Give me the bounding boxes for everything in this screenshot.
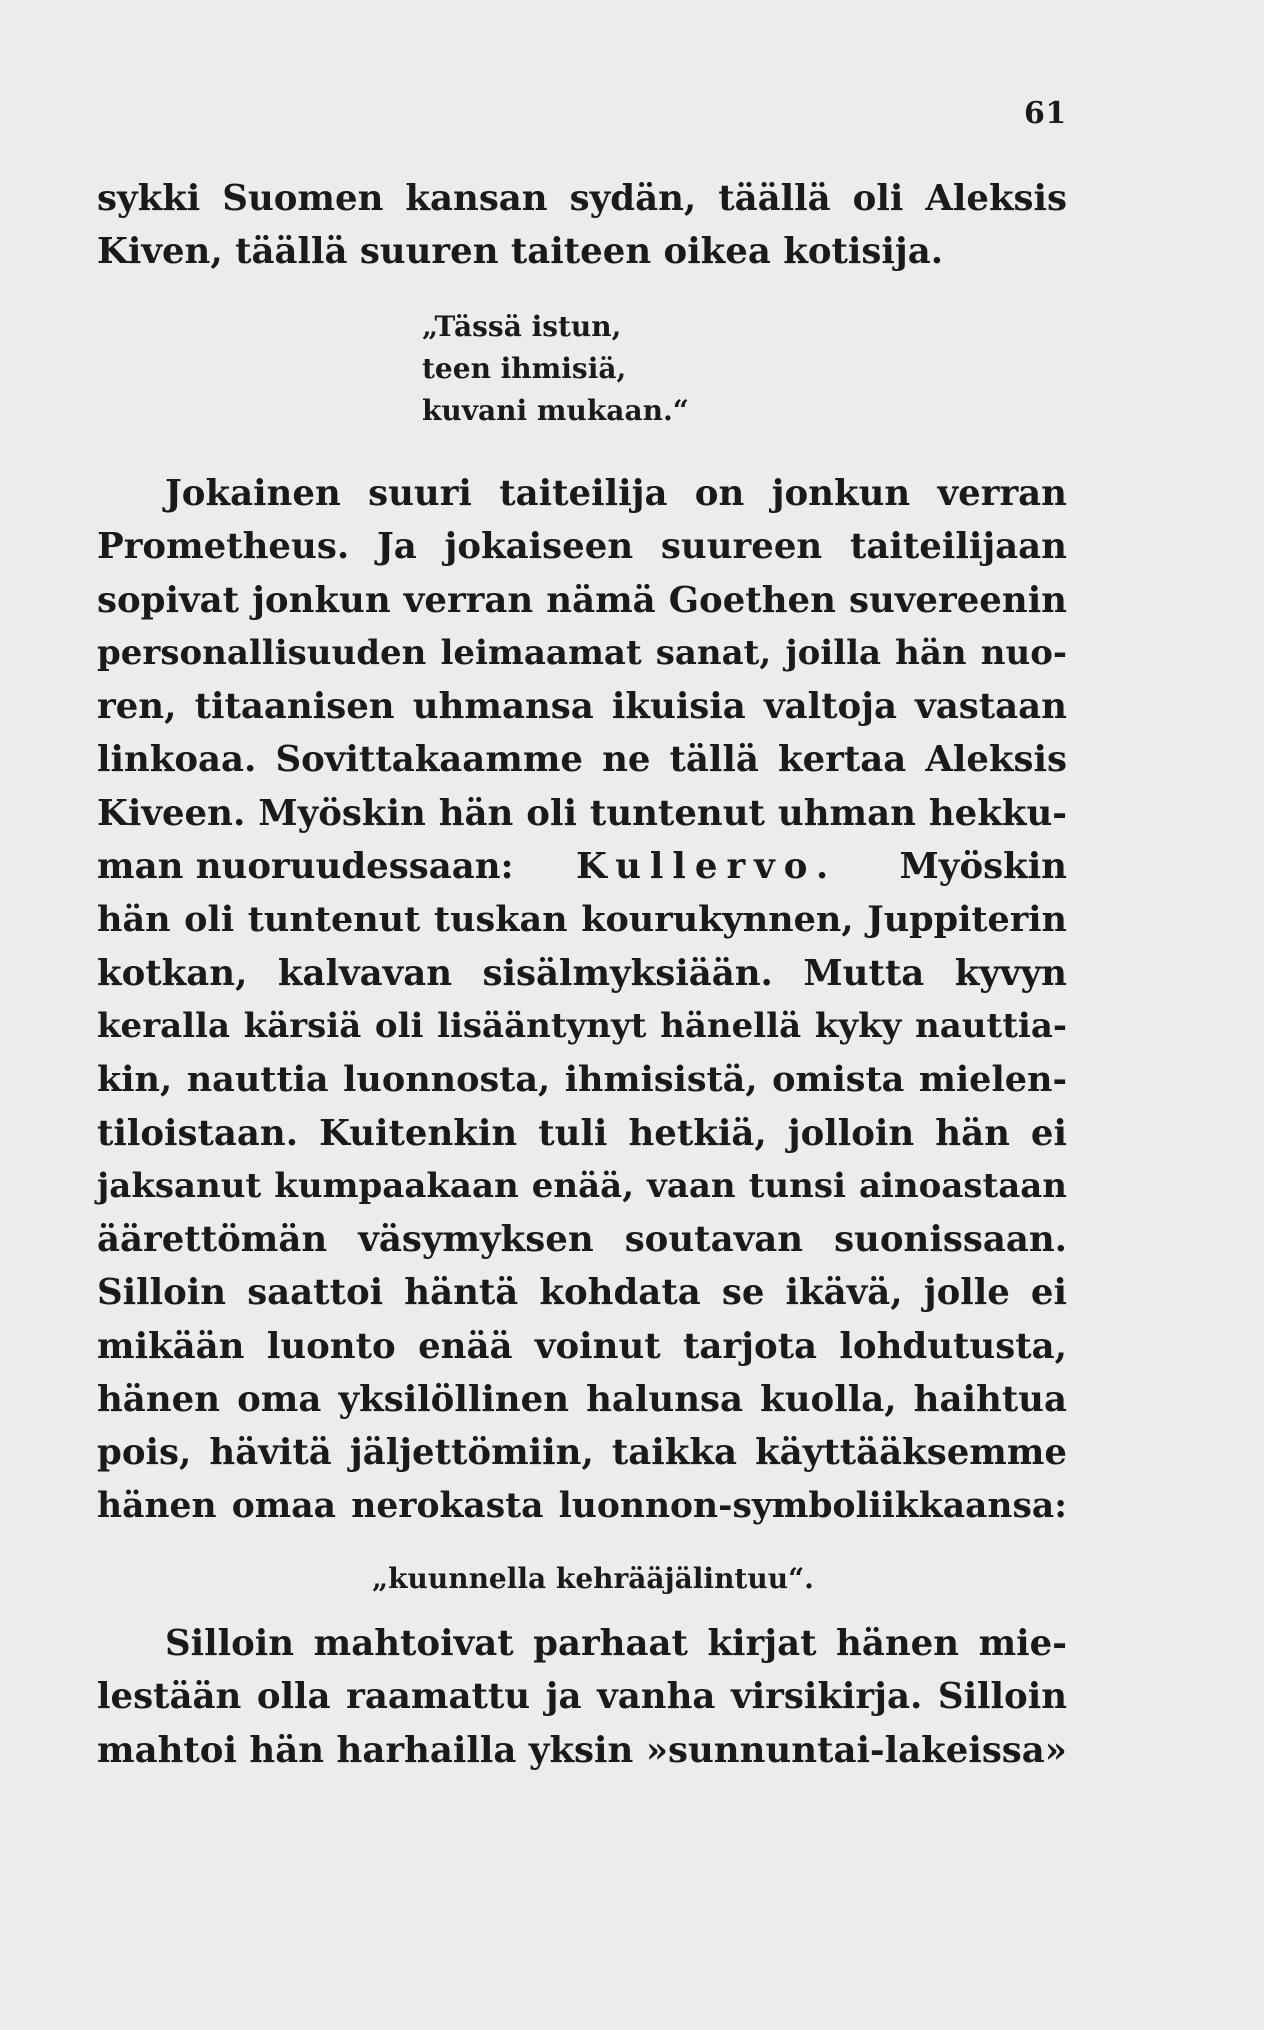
- text-line: sopivat jonkun verran nämä Goethen suvereenin: [97, 579, 1067, 621]
- page-number: 61: [1024, 96, 1067, 131]
- poem-quote: [422, 306, 689, 432]
- text-line: tiloistaan. Kuitenkin tuli hetkiä, jolloin hän ei: [97, 1112, 1067, 1154]
- text-line: Kiveen. Myöskin hän oli tuntenut uhman hekku-: [97, 792, 1067, 834]
- paragraph-closing: [97, 1617, 1067, 1777]
- text-line: mahtoi hän harhailla yksin »sunnuntai-lakeissa»: [97, 1729, 1067, 1771]
- text-line: mikään luonto enää voinut tarjota lohdutusta,: [97, 1325, 1067, 1367]
- poem-line: „Tässä istun,: [422, 310, 622, 343]
- text-fragment: man nuoruudessaan:: [97, 846, 514, 888]
- emphasized-name: Kullervo.: [576, 846, 838, 888]
- text-line: äärettömän väsymyksen soutavan suonissaan.: [97, 1219, 1067, 1261]
- text-line: hänen oma yksilöllinen halunsa kuolla, haihtua: [97, 1379, 1067, 1421]
- text-line: kotkan, kalvavan sisälmyksiään. Mutta kyvyn: [97, 952, 1067, 994]
- text-line: kin, nauttia luonnosta, ihmisistä, omista mielen-: [97, 1059, 1067, 1101]
- bird-quote: „kuunnella kehrääjälintuu“.: [372, 1562, 814, 1595]
- text-line: lestään olla raamattu ja vanha virsikirja. Silloin: [97, 1676, 1067, 1718]
- text-line: linkoaa. Sovittakaamme ne tällä kertaa Aleksis: [97, 739, 1067, 781]
- text-line: hän oli tuntenut tuskan kourukynnen, Juppiterin: [97, 899, 1067, 941]
- paragraph-prometheus: [97, 467, 1067, 1533]
- text-line: keralla kärsiä oli lisääntynyt hänellä kyky nauttia-: [97, 1005, 1067, 1046]
- text-line: Kiven, täällä suuren taiteen oikea kotisija.: [97, 231, 944, 273]
- text-line: Silloin saattoi häntä kohdata se ikävä, jolle ei: [97, 1272, 1067, 1314]
- text-line: jaksanut kumpaakaan enää, vaan tunsi ainoastaan: [97, 1165, 1067, 1206]
- text-line: Prometheus. Ja jokaiseen suureen taiteilijaan: [97, 526, 1067, 568]
- text-fragment: Myöskin: [899, 846, 1067, 888]
- poem-line: kuvani mukaan.“: [422, 394, 689, 427]
- paragraph-opening: [97, 172, 1067, 279]
- text-line: pois, hävitä jäljettömiin, taikka käyttääksemme: [97, 1432, 1067, 1474]
- text-line: hänen omaa nerokasta luonnon-symboliikkaansa:: [97, 1485, 1067, 1526]
- text-line: Jokainen suuri taiteilija on jonkun verran: [165, 473, 1067, 514]
- text-line: personallisuuden leimaamat sanat, joilla hän nuo-: [97, 632, 1067, 673]
- poem-line: teen ihmisiä,: [422, 352, 627, 385]
- text-line-kullervo: [97, 840, 1067, 893]
- text-line: ren, titaanisen uhmansa ikuisia valtoja vastaan: [97, 686, 1067, 728]
- text-line: Silloin mahtoivat parhaat kirjat hänen mie-: [165, 1623, 1067, 1664]
- text-line: sykki Suomen kansan sydän, täällä oli Aleksis: [97, 178, 1067, 219]
